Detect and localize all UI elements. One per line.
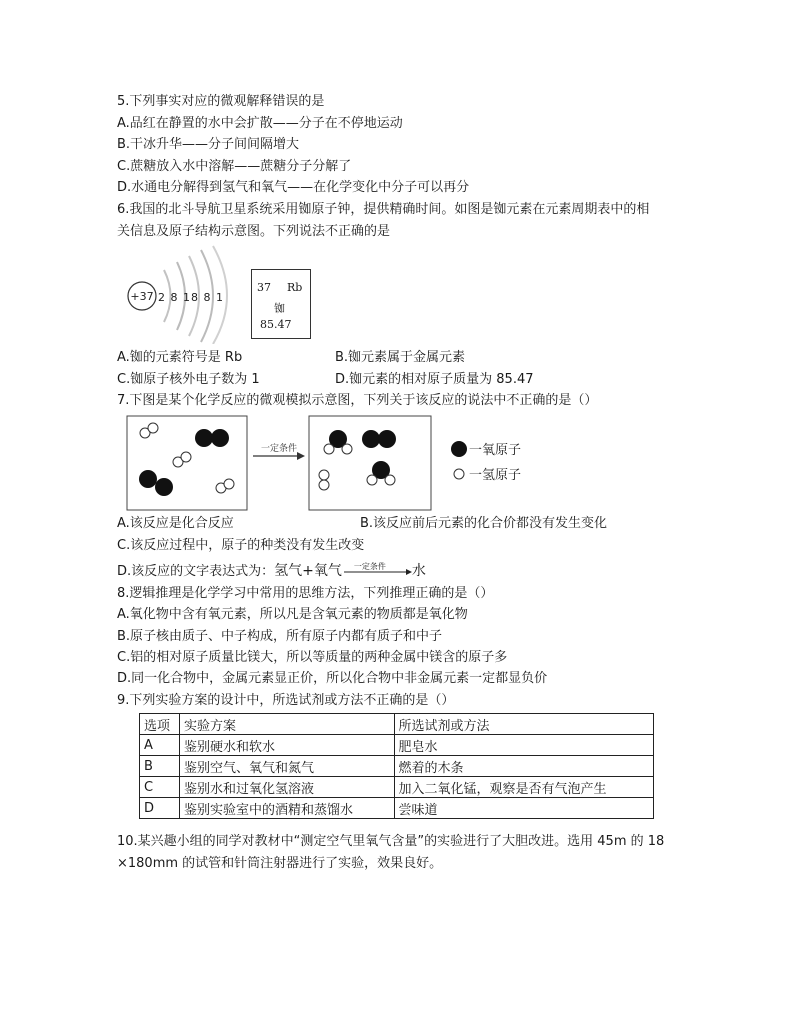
q7-equation-right: 水: [411, 563, 426, 579]
element-atomic-number: 37: [257, 281, 271, 294]
table-row: [140, 735, 654, 756]
element-symbol: Rb: [287, 281, 303, 294]
row-method: 燃着的木条: [394, 756, 654, 777]
q7-option-a: A.该反应是化合反应: [117, 516, 234, 531]
q6-option-a: A.铷的元素符号是 Rb: [117, 350, 243, 365]
row-plan: 鉴别硬水和软水: [179, 735, 394, 756]
table-row: [140, 798, 654, 819]
element-atomic-mass: 85.47: [260, 318, 292, 331]
table-row: [140, 756, 654, 777]
q6-option-b: B.铷元素属于金属元素: [335, 350, 466, 365]
q7-equation-arrow: [342, 562, 412, 580]
q9-stem: 9.下列实验方案的设计中，所选试剂或方法不正确的是（）: [117, 693, 455, 708]
reaction-arrow-label: 一定条件: [260, 444, 298, 454]
row-option: A: [140, 735, 180, 756]
q8-option-d: D.同一化合物中，金属元素显正价，所以化合物中非金属元素一定都显负价: [117, 671, 548, 686]
q10-line2: ×180mm 的试管和针筒注射器进行了实验，效果良好。: [117, 856, 443, 871]
q7-equation-left: 氢气+氧气: [274, 563, 342, 579]
q8-option-b: B.原子核由质子、中子构成，所有原子内都有质子和中子: [117, 629, 443, 644]
legend-hydrogen-label: 一氢原子: [469, 468, 522, 483]
q8-option-a: A.氧化物中含有氧元素，所以凡是含氧元素的物质都是氧化物: [117, 607, 468, 622]
header-method: 所选试剂或方法: [394, 714, 654, 735]
row-option: D: [140, 798, 180, 819]
atom-nucleus-charge: +37: [130, 290, 154, 303]
row-method: 加入二氧化锰，观察是否有气泡产生: [394, 777, 654, 798]
q5-option-b: B.干冰升华——分子间间隔增大: [117, 137, 300, 152]
row-method: 尝味道: [394, 798, 654, 819]
header-plan: 实验方案: [179, 714, 394, 735]
q6-option-c: C.铷原子核外电子数为 1: [117, 372, 260, 387]
rubidium-atom-structure-diagram: [117, 244, 242, 344]
q8-option-c: C.铝的相对原子质量比镁大，所以等质量的两种金属中镁含的原子多: [117, 650, 508, 665]
q8-stem: 8.逻辑推理是化学学习中常用的思维方法，下列推理正确的是（）: [117, 586, 494, 601]
q10-line1: 10.某兴趣小组的同学对教材中“测定空气里氧气含量”的实验进行了大胆改进。选用 45m 的 18: [117, 834, 665, 849]
row-option: B: [140, 756, 180, 777]
table-header-row: [140, 714, 654, 735]
row-method: 肥皂水: [394, 735, 654, 756]
q7-stem: 7.下图是某个化学反应的微观模拟示意图，下列关于该反应的说法中不正确的是（）: [117, 393, 598, 408]
row-option: C: [140, 777, 180, 798]
q9-experiment-table: [139, 713, 654, 819]
q7-option-c: C.该反应过程中，原子的种类没有发生改变: [117, 538, 365, 553]
rubidium-periodic-table-cell: [251, 269, 311, 339]
atom-electron-shells: 2 8 18 8 1: [158, 291, 224, 304]
q7-option-d-prefix: D.该反应的文字表达式为：: [117, 564, 275, 579]
row-plan: 鉴别空气、氧气和氮气: [179, 756, 394, 777]
q5-option-c: C.蔗糖放入水中溶解——蔗糖分子分解了: [117, 159, 352, 174]
legend-oxygen-label: 一氧原子: [469, 443, 522, 458]
q7-option-b: B.该反应前后元素的化合价都没有发生变化: [360, 516, 608, 531]
q7-option-d: [117, 562, 426, 581]
q5-option-d: D.水通电分解得到氢气和氧气——在化学变化中分子可以再分: [117, 180, 470, 195]
table-row: [140, 777, 654, 798]
q6-stem-line1: 6.我国的北斗导航卫星系统采用铷原子钟，提供精确时间。如图是铷元素在元素周期表中的相: [117, 202, 650, 217]
q6-option-d: D.铷元素的相对原子质量为 85.47: [335, 372, 534, 387]
q7-equation-arrow-label: 一定条件: [353, 562, 386, 571]
header-option: 选项: [140, 714, 180, 735]
q5-option-a: A.品红在静置的水中会扩散——分子在不停地运动: [117, 116, 403, 131]
element-name: 铷: [274, 302, 285, 315]
row-plan: 鉴别水和过氧化氢溶液: [179, 777, 394, 798]
q6-stem-line2: 关信息及原子结构示意图。下列说法不正确的是: [117, 224, 391, 239]
reaction-micro-diagram: [117, 412, 557, 516]
q5-stem: 5.下列事实对应的微观解释错误的是: [117, 94, 325, 109]
row-plan: 鉴别实验室中的酒精和蒸馏水: [179, 798, 394, 819]
